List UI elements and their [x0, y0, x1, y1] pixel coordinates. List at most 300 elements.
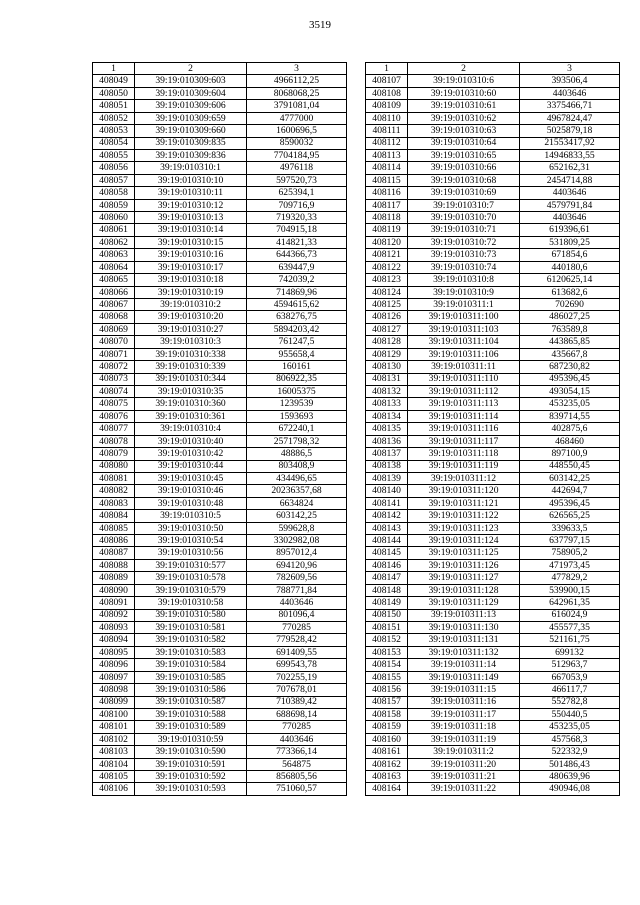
cadastral-number: 39:19:010310:7	[408, 199, 520, 211]
cadastral-value: 639447,9	[247, 261, 347, 273]
cadastral-number: 39:19:010310:592	[135, 771, 247, 783]
row-number: 408135	[366, 423, 408, 435]
table-row	[366, 621, 620, 633]
row-number: 408080	[93, 460, 135, 472]
row-number: 408118	[366, 212, 408, 224]
cadastral-number: 39:19:010311:113	[408, 398, 520, 410]
table-row	[366, 584, 620, 596]
row-number: 408109	[366, 100, 408, 112]
cadastral-number: 39:19:010311:106	[408, 348, 520, 360]
table-row	[93, 212, 347, 224]
row-number: 408147	[366, 572, 408, 584]
table-row	[366, 708, 620, 720]
cadastral-number: 39:19:010310:59	[135, 733, 247, 745]
cadastral-number: 39:19:010311:13	[408, 609, 520, 621]
row-number: 408086	[93, 535, 135, 547]
cadastral-number: 39:19:010310:583	[135, 646, 247, 658]
row-number: 408143	[366, 522, 408, 534]
row-number: 408162	[366, 758, 408, 770]
table-row	[93, 100, 347, 112]
cadastral-value: 710389,42	[247, 696, 347, 708]
table-row	[93, 435, 347, 447]
row-number: 408149	[366, 597, 408, 609]
table-row	[366, 75, 620, 87]
cadastral-value: 4976118	[247, 162, 347, 174]
row-number: 408078	[93, 435, 135, 447]
table-row	[93, 385, 347, 397]
cadastral-value: 453235,05	[520, 398, 620, 410]
row-number: 408148	[366, 584, 408, 596]
row-number: 408085	[93, 522, 135, 534]
cadastral-number: 39:19:010310:72	[408, 236, 520, 248]
cadastral-value: 1593693	[247, 410, 347, 422]
cadastral-value: 402875,6	[520, 423, 620, 435]
cadastral-value: 2571798,32	[247, 435, 347, 447]
row-number: 408050	[93, 87, 135, 99]
cadastral-number: 39:19:010310:587	[135, 696, 247, 708]
cadastral-value: 442694,7	[520, 485, 620, 497]
cadastral-number: 39:19:010310:71	[408, 224, 520, 236]
row-number: 408055	[93, 149, 135, 161]
cadastral-number: 39:19:010311:112	[408, 385, 520, 397]
table-row	[366, 460, 620, 472]
cadastral-value: 4967824,47	[520, 112, 620, 124]
row-number: 408070	[93, 336, 135, 348]
cadastral-value: 468460	[520, 435, 620, 447]
row-number: 408113	[366, 149, 408, 161]
cadastral-value: 770285	[247, 721, 347, 733]
table-row	[366, 274, 620, 286]
table-row	[366, 261, 620, 273]
table-row	[93, 646, 347, 658]
cadastral-number: 39:19:010311:121	[408, 497, 520, 509]
cadastral-number: 39:19:010311:103	[408, 323, 520, 335]
cadastral-number: 39:19:010310:4	[135, 423, 247, 435]
row-number: 408096	[93, 659, 135, 671]
table-row	[93, 621, 347, 633]
cadastral-number: 39:19:010311:114	[408, 410, 520, 422]
cadastral-value: 613682,6	[520, 286, 620, 298]
row-number: 408074	[93, 385, 135, 397]
table-row	[366, 410, 620, 422]
cadastral-value: 160161	[247, 361, 347, 373]
cadastral-value: 626565,25	[520, 510, 620, 522]
cadastral-value: 564875	[247, 758, 347, 770]
table-row	[366, 634, 620, 646]
cadastral-value: 414821,33	[247, 236, 347, 248]
row-number: 408127	[366, 323, 408, 335]
cadastral-value: 773366,14	[247, 746, 347, 758]
row-number: 408076	[93, 410, 135, 422]
row-number: 408053	[93, 125, 135, 137]
cadastral-value: 839714,55	[520, 410, 620, 422]
table-row	[93, 771, 347, 783]
cadastral-number: 39:19:010310:19	[135, 286, 247, 298]
cadastral-number: 39:19:010310:590	[135, 746, 247, 758]
row-number: 408102	[93, 733, 135, 745]
row-number: 408119	[366, 224, 408, 236]
row-number: 408071	[93, 348, 135, 360]
cadastral-number: 39:19:010310:48	[135, 497, 247, 509]
table-row	[366, 385, 620, 397]
cadastral-number: 39:19:010310:577	[135, 559, 247, 571]
cadastral-value: 619396,61	[520, 224, 620, 236]
row-number: 408069	[93, 323, 135, 335]
cadastral-number: 39:19:010309:604	[135, 87, 247, 99]
cadastral-value: 501486,43	[520, 758, 620, 770]
table-row	[366, 448, 620, 460]
cadastral-value: 761247,5	[247, 336, 347, 348]
cadastral-value: 779528,42	[247, 634, 347, 646]
table-row	[93, 75, 347, 87]
table-row	[366, 733, 620, 745]
table-row	[93, 758, 347, 770]
cadastral-number: 39:19:010311:124	[408, 535, 520, 547]
table-row	[366, 684, 620, 696]
cadastral-value: 20236357,68	[247, 485, 347, 497]
cadastral-number: 39:19:010310:584	[135, 659, 247, 671]
cadastral-value: 455577,35	[520, 621, 620, 633]
cadastral-number: 39:19:010311:110	[408, 373, 520, 385]
row-number: 408120	[366, 236, 408, 248]
row-number: 408101	[93, 721, 135, 733]
table-row	[366, 510, 620, 522]
cadastral-value: 531809,25	[520, 236, 620, 248]
cadastral-value: 4579791,84	[520, 199, 620, 211]
column-header-3: 3	[247, 63, 347, 75]
table-row	[93, 261, 347, 273]
cadastral-value: 625394,1	[247, 187, 347, 199]
cadastral-value: 714869,96	[247, 286, 347, 298]
row-number: 408105	[93, 771, 135, 783]
cadastral-value: 770285	[247, 621, 347, 633]
row-number: 408072	[93, 361, 135, 373]
cadastral-value: 5025879,18	[520, 125, 620, 137]
table-row	[93, 609, 347, 621]
cadastral-number: 39:19:010309:660	[135, 125, 247, 137]
row-number: 408121	[366, 249, 408, 261]
cadastral-number: 39:19:010311:11	[408, 361, 520, 373]
cadastral-number: 39:19:010310:58	[135, 597, 247, 609]
cadastral-value: 550440,5	[520, 708, 620, 720]
cadastral-number: 39:19:010310:16	[135, 249, 247, 261]
row-number: 408095	[93, 646, 135, 658]
cadastral-number: 39:19:010311:22	[408, 783, 520, 795]
cadastral-value: 2454714,88	[520, 174, 620, 186]
cadastral-number: 39:19:010310:56	[135, 547, 247, 559]
table-row	[366, 559, 620, 571]
table-row	[366, 535, 620, 547]
row-number: 408058	[93, 187, 135, 199]
cadastral-number: 39:19:010310:20	[135, 311, 247, 323]
cadastral-value: 4403646	[520, 187, 620, 199]
row-number: 408131	[366, 373, 408, 385]
table-row	[93, 696, 347, 708]
table-row	[366, 336, 620, 348]
cadastral-value: 457568,3	[520, 733, 620, 745]
row-number: 408103	[93, 746, 135, 758]
cadastral-value: 466117,7	[520, 684, 620, 696]
cadastral-number: 39:19:010310:70	[408, 212, 520, 224]
cadastral-number: 39:19:010311:17	[408, 708, 520, 720]
row-number: 408142	[366, 510, 408, 522]
table-row	[93, 249, 347, 261]
cadastral-value: 719320,33	[247, 212, 347, 224]
cadastral-value: 4403646	[520, 87, 620, 99]
row-number: 408106	[93, 783, 135, 795]
table-row	[366, 149, 620, 161]
cadastral-number: 39:19:010311:129	[408, 597, 520, 609]
row-number: 408065	[93, 274, 135, 286]
cadastral-value: 955658,4	[247, 348, 347, 360]
cadastral-number: 39:19:010311:117	[408, 435, 520, 447]
left-table-body	[93, 63, 347, 796]
row-number: 408154	[366, 659, 408, 671]
table-row	[93, 659, 347, 671]
column-header-1: 1	[93, 63, 135, 75]
cadastral-number: 39:19:010310:17	[135, 261, 247, 273]
table-row	[93, 634, 347, 646]
table-row	[366, 609, 620, 621]
cadastral-number: 39:19:010311:130	[408, 621, 520, 633]
table-row	[93, 299, 347, 311]
row-number: 408157	[366, 696, 408, 708]
row-number: 408108	[366, 87, 408, 99]
table-row	[93, 547, 347, 559]
cadastral-value: 856805,56	[247, 771, 347, 783]
row-number: 408107	[366, 75, 408, 87]
cadastral-number: 39:19:010310:9	[408, 286, 520, 298]
cadastral-number: 39:19:010310:73	[408, 249, 520, 261]
row-number: 408084	[93, 510, 135, 522]
cadastral-number: 39:19:010310:60	[408, 87, 520, 99]
row-number: 408152	[366, 634, 408, 646]
table-row	[93, 236, 347, 248]
row-number: 408088	[93, 559, 135, 571]
row-number: 408160	[366, 733, 408, 745]
cadastral-value: 6120625,14	[520, 274, 620, 286]
table-row	[93, 323, 347, 335]
row-number: 408163	[366, 771, 408, 783]
table-row	[366, 299, 620, 311]
row-number: 408145	[366, 547, 408, 559]
cadastral-value: 8957012,4	[247, 547, 347, 559]
table-row	[93, 472, 347, 484]
table-row	[93, 671, 347, 683]
cadastral-value: 539900,15	[520, 584, 620, 596]
cadastral-number: 39:19:010310:589	[135, 721, 247, 733]
row-number: 408130	[366, 361, 408, 373]
row-number: 408136	[366, 435, 408, 447]
row-number: 408114	[366, 162, 408, 174]
table-row	[366, 485, 620, 497]
cadastral-value: 48886,5	[247, 448, 347, 460]
table-row	[93, 485, 347, 497]
table-row	[93, 597, 347, 609]
cadastral-number: 39:19:010311:104	[408, 336, 520, 348]
table-row	[366, 212, 620, 224]
cadastral-number: 39:19:010311:149	[408, 671, 520, 683]
page-number: 3519	[309, 19, 331, 31]
table-row	[366, 721, 620, 733]
row-number: 408110	[366, 112, 408, 124]
cadastral-number: 39:19:010310:11	[135, 187, 247, 199]
row-number: 408092	[93, 609, 135, 621]
cadastral-value: 758905,2	[520, 547, 620, 559]
cadastral-value: 14946833,55	[520, 149, 620, 161]
cadastral-number: 39:19:010311:119	[408, 460, 520, 472]
row-number: 408079	[93, 448, 135, 460]
column-header-2: 2	[408, 63, 520, 75]
cadastral-number: 39:19:010310:361	[135, 410, 247, 422]
row-number: 408164	[366, 783, 408, 795]
table-row	[366, 373, 620, 385]
cadastral-number: 39:19:010310:593	[135, 783, 247, 795]
row-number: 408115	[366, 174, 408, 186]
row-number: 408122	[366, 261, 408, 273]
cadastral-number: 39:19:010310:65	[408, 149, 520, 161]
cadastral-value: 603142,25	[247, 510, 347, 522]
table-row	[93, 311, 347, 323]
cadastral-number: 39:19:010310:64	[408, 137, 520, 149]
cadastral-value: 806922,35	[247, 373, 347, 385]
table-row	[93, 460, 347, 472]
table-row	[366, 522, 620, 534]
table-row	[366, 771, 620, 783]
cadastral-value: 16005375	[247, 385, 347, 397]
cadastral-value: 1600696,5	[247, 125, 347, 137]
table-row	[93, 535, 347, 547]
row-number: 408062	[93, 236, 135, 248]
table-row	[366, 236, 620, 248]
column-header-2: 2	[135, 63, 247, 75]
cadastral-value: 471973,45	[520, 559, 620, 571]
table-row	[366, 783, 620, 795]
cadastral-value: 642961,35	[520, 597, 620, 609]
cadastral-value: 5894203,42	[247, 323, 347, 335]
cadastral-value: 603142,25	[520, 472, 620, 484]
table-row	[366, 348, 620, 360]
row-number: 408081	[93, 472, 135, 484]
cadastral-number: 39:19:010311:19	[408, 733, 520, 745]
cadastral-number: 39:19:010310:35	[135, 385, 247, 397]
cadastral-number: 39:19:010311:122	[408, 510, 520, 522]
row-number: 408129	[366, 348, 408, 360]
table-row	[93, 522, 347, 534]
cadastral-number: 39:19:010310:68	[408, 174, 520, 186]
table-row	[366, 224, 620, 236]
row-number: 408073	[93, 373, 135, 385]
row-number: 408068	[93, 311, 135, 323]
cadastral-number: 39:19:010310:3	[135, 336, 247, 348]
cadastral-number: 39:19:010310:339	[135, 361, 247, 373]
cadastral-number: 39:19:010310:360	[135, 398, 247, 410]
cadastral-number: 39:19:010310:44	[135, 460, 247, 472]
table-row	[366, 162, 620, 174]
row-number: 408133	[366, 398, 408, 410]
cadastral-number: 39:19:010310:338	[135, 348, 247, 360]
cadastral-number: 39:19:010310:578	[135, 572, 247, 584]
cadastral-value: 393506,4	[520, 75, 620, 87]
cadastral-number: 39:19:010310:18	[135, 274, 247, 286]
cadastral-value: 638276,75	[247, 311, 347, 323]
row-number: 408057	[93, 174, 135, 186]
table-row	[93, 224, 347, 236]
column-header-1: 1	[366, 63, 408, 75]
table-row	[93, 572, 347, 584]
cadastral-value: 751060,57	[247, 783, 347, 795]
table-row	[366, 646, 620, 658]
cadastral-value: 597520,73	[247, 174, 347, 186]
row-number: 408099	[93, 696, 135, 708]
table-row	[366, 311, 620, 323]
cadastral-value: 652162,31	[520, 162, 620, 174]
table-row	[366, 746, 620, 758]
cadastral-value: 552782,8	[520, 696, 620, 708]
row-number: 408150	[366, 609, 408, 621]
table-row	[366, 87, 620, 99]
cadastral-number: 39:19:010311:12	[408, 472, 520, 484]
row-number: 408056	[93, 162, 135, 174]
cadastral-number: 39:19:010310:40	[135, 435, 247, 447]
table-row	[93, 112, 347, 124]
row-number: 408067	[93, 299, 135, 311]
cadastral-value: 435667,8	[520, 348, 620, 360]
cadastral-value: 637797,15	[520, 535, 620, 547]
row-number: 408083	[93, 497, 135, 509]
cadastral-value: 3375466,71	[520, 100, 620, 112]
table-row	[366, 547, 620, 559]
table-row	[366, 323, 620, 335]
cadastral-number: 39:19:010310:74	[408, 261, 520, 273]
table-row	[93, 448, 347, 460]
table-row	[366, 286, 620, 298]
cadastral-value: 3302982,08	[247, 535, 347, 547]
row-number: 408139	[366, 472, 408, 484]
cadastral-number: 39:19:010309:836	[135, 149, 247, 161]
table-row	[366, 112, 620, 124]
cadastral-number: 39:19:010310:13	[135, 212, 247, 224]
cadastral-value: 512963,7	[520, 659, 620, 671]
row-number: 408144	[366, 535, 408, 547]
cadastral-value: 480639,96	[520, 771, 620, 783]
row-number: 408082	[93, 485, 135, 497]
table-row	[93, 584, 347, 596]
cadastral-number: 39:19:010311:126	[408, 559, 520, 571]
cadastral-value: 897100,9	[520, 448, 620, 460]
cadastral-number: 39:19:010311:16	[408, 696, 520, 708]
table-row	[93, 497, 347, 509]
table-row	[366, 758, 620, 770]
cadastral-number: 39:19:010310:582	[135, 634, 247, 646]
cadastral-number: 39:19:010310:591	[135, 758, 247, 770]
right-register-table	[365, 62, 620, 796]
cadastral-number: 39:19:010311:21	[408, 771, 520, 783]
cadastral-value: 688698,14	[247, 708, 347, 720]
row-number: 408054	[93, 137, 135, 149]
row-number: 408059	[93, 199, 135, 211]
table-row	[93, 187, 347, 199]
cadastral-number: 39:19:010309:603	[135, 75, 247, 87]
row-number: 408061	[93, 224, 135, 236]
cadastral-number: 39:19:010311:18	[408, 721, 520, 733]
row-number: 408153	[366, 646, 408, 658]
cadastral-value: 8590032	[247, 137, 347, 149]
cadastral-value: 3791081,04	[247, 100, 347, 112]
row-number: 408141	[366, 497, 408, 509]
row-number: 408091	[93, 597, 135, 609]
row-number: 408104	[93, 758, 135, 770]
